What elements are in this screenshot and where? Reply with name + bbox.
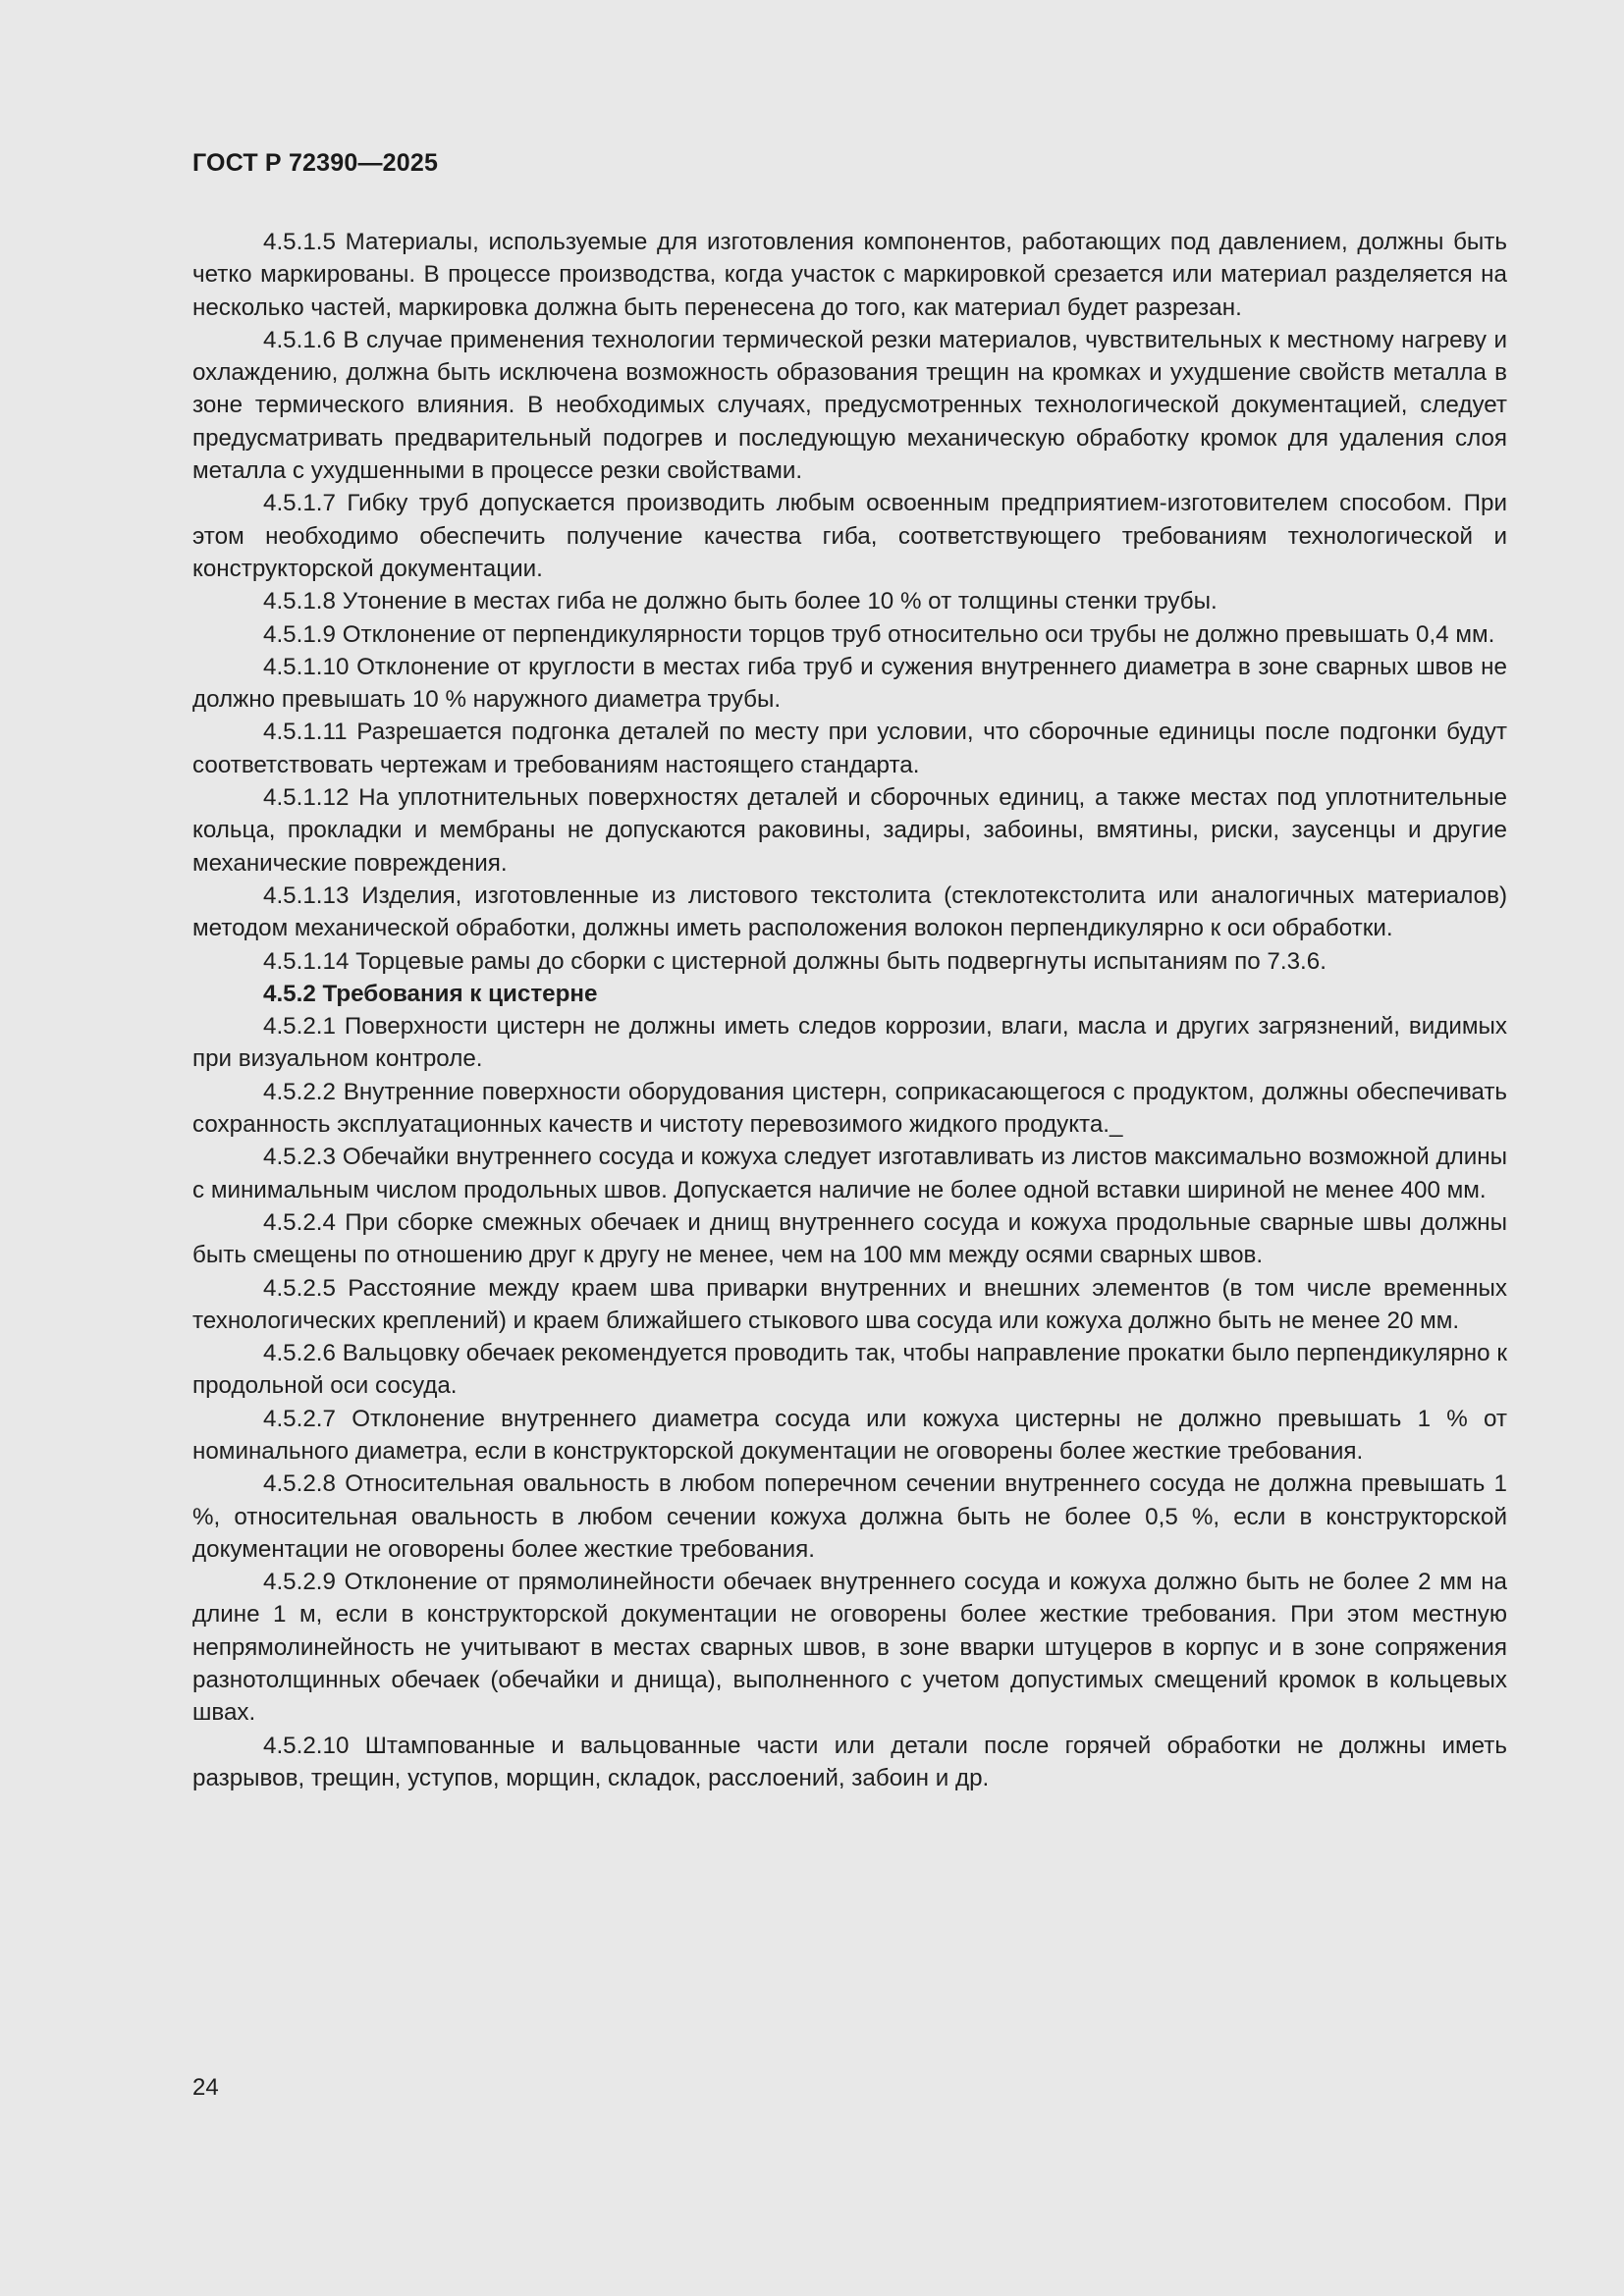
paragraph: 4.5.2.7 Отклонение внутреннего диаметра сосуда или кожуха цистерны не должно превышать 1 % от номинального диаметра, если в конструкторской документации не оговорены более жесткие требования. <box>192 1405 1507 1465</box>
paragraph: 4.5.1.7 Гибку труб допускается производить любым освоенным предприятием-изготовителем способом. При этом необходимо обеспечить получение качества гиба, соответствующего требованиям технологической и конструкторской документации. <box>192 490 1507 582</box>
paragraph: 4.5.1.13 Изделия, изготовленные из листового текстолита (стеклотекстолита или аналогичных материалов) методом механической обработки, должны иметь расположения волокон перпендикулярно к оси обработки. <box>192 881 1507 942</box>
paragraph: 4.5.1.11 Разрешается подгонка деталей по месту при условии, что сборочные единицы после подгонки будут соответствовать чертежам и требованиям настоящего стандарта. <box>192 719 1507 778</box>
paragraph: 4.5.1.9 Отклонение от перпендикулярности торцов труб относительно оси трубы не должно превышать 0,4 мм. <box>263 620 1495 648</box>
paragraph: 4.5.2.5 Расстояние между краем шва приварки внутренних и внешних элементов (в том числе временных технологических креплений) и краем ближайшего стыкового шва сосуда или кожуха должно быть не менее 20 мм. <box>192 1274 1507 1334</box>
page-number: 24 <box>192 2074 219 2101</box>
paragraph: 4.5.2.9 Отклонение от прямолинейности обечаек внутреннего сосуда и кожуха должно быть не более 2 мм на длине 1 м, если в конструкторской документации не оговорены более жесткие требования. При этом местную непрямолинейность не учитывают в местах сварных швов, в зоне вварки штуцеров в корпус и в зоне сопряжения разнотолщинных обечаек (обечайки и днища), выполненного с учетом допустимых смещений кромок в кольцевых швах. <box>192 1569 1507 1727</box>
paragraph: 4.5.1.6 В случае применения технологии термической резки материалов, чувствительных к местному нагреву и охлаждению, должна быть исключена возможность образования трещин на кромках и ухудшение свойств металла в зоне термического влияния. В необходимых случаях, предусмотренных технологической документацией, следует предусматривать предварительный подогрев и последующую механическую обработку кромок для удаления слоя металла с ухудшенными в процессе резки свойствами. <box>192 326 1507 485</box>
paragraph: 4.5.2.2 Внутренние поверхности оборудования цистерн, соприкасающегося с продуктом, должны обеспечивать сохранность эксплуатационных качеств и чистоту перевозимого жидкого продукта._ <box>192 1078 1507 1139</box>
paragraph: 4.5.2.1 Поверхности цистерн не должны иметь следов коррозии, влаги, масла и других загрязнений, видимых при визуальном контроле. <box>192 1013 1507 1073</box>
section-heading: 4.5.2 Требования к цистерне <box>263 980 598 1007</box>
paragraph: 4.5.2.6 Вальцовку обечаек рекомендуется проводить так, чтобы направление прокатки было перпендикулярно к продольной оси сосуда. <box>192 1340 1507 1400</box>
document-body <box>192 226 1507 1794</box>
document-header: ГОСТ Р 72390—2025 <box>192 149 439 177</box>
paragraph: 4.5.1.8 Утонение в местах гиба не должно быть более 10 % от толщины стенки трубы. <box>263 588 1218 615</box>
paragraph: 4.5.2.3 Обечайки внутреннего сосуда и кожуха следует изготавливать из листов максимально возможной длины с минимальным числом продольных швов. Допускается наличие не более одной вставки шириной не менее 400 мм. <box>192 1144 1507 1203</box>
paragraph: 4.5.1.5 Материалы, используемые для изготовления компонентов, работающих под давлением, должны быть четко маркированы. В процессе производства, когда участок с маркировкой срезается или материал разделяется на несколько частей, маркировка должна быть перенесена до того, как материал будет разрезан. <box>192 229 1507 321</box>
paragraph: 4.5.2.4 При сборке смежных обечаек и днищ внутреннего сосуда и кожуха продольные сварные швы должны быть смещены по отношению друг к другу не менее, чем на 100 мм между осями сварных швов. <box>192 1208 1507 1269</box>
paragraph: 4.5.2.8 Относительная овальность в любом поперечном сечении внутреннего сосуда не должна превышать 1 %, относительная овальность в любом сечении кожуха должна быть не более 0,5 %, если в конструкторской документации не оговорены более жесткие требования. <box>192 1470 1507 1563</box>
paragraph: 4.5.1.14 Торцевые рамы до сборки с цистерной должны быть подвергнуты испытаниям по 7.3.6. <box>263 947 1326 975</box>
paragraph: 4.5.2.10 Штампованные и вальцованные части или детали после горячей обработки не должны иметь разрывов, трещин, уступов, морщин, складок, расслоений, забоин и др. <box>192 1732 1507 1791</box>
paragraph: 4.5.1.10 Отклонение от круглости в местах гиба труб и сужения внутреннего диаметра в зоне сварных швов не должно превышать 10 % наружного диаметра трубы. <box>192 653 1507 714</box>
paragraph: 4.5.1.12 На уплотнительных поверхностях деталей и сборочных единиц, а также местах под уплотнительные кольца, прокладки и мембраны не допускаются раковины, задиры, забоины, вмятины, риски, заусенцы и другие механические повреждения. <box>192 784 1507 877</box>
